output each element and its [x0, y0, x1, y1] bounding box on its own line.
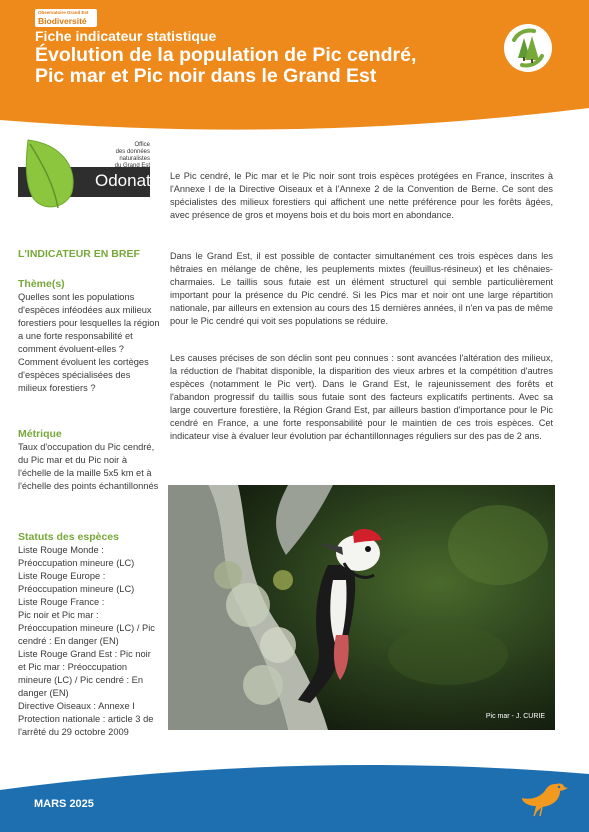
status-heading: Statuts des espèces: [18, 531, 119, 543]
status-line: Protection nationale : article 3 de: [18, 714, 154, 724]
office-line-3: naturalistes: [119, 156, 150, 162]
intro-paragraph: Le Pic cendré, le Pic mar et le Pic noir sont trois espèces protégées en France, inscrites à l'Annexe I de la Directive Oiseaux et à l'Annexe 2 de la Convention de Berne. Ce sont des spécialistes des milieux forestiers qui affichent une nette préférence pour les forêts âgées, avec présence de gros et moyens bois et du bois mort en abondance.: [170, 171, 553, 220]
forest-logo-icon: [504, 24, 552, 72]
status-line: l'arrêté du 29 octobre 2009: [18, 727, 129, 737]
status-line: Liste Rouge France :: [18, 597, 105, 607]
sheet-kicker: Fiche indicateur statistique: [35, 28, 217, 44]
status-line: Liste Rouge Monde :: [18, 545, 104, 555]
office-line-1: Office: [134, 142, 150, 148]
status-line: danger (EN): [18, 688, 69, 698]
title-line-2: Pic mar et Pic noir dans le Grand Est: [35, 65, 377, 87]
header-banner: [0, 0, 589, 104]
photo-credit: Pic mar - J. CURIE: [485, 713, 545, 720]
status-line: Préoccupation mineure (LC): [18, 584, 135, 594]
header-wave-shape: [0, 96, 589, 136]
theme-text: Quelles sont les populations d'espèces inféodées aux milieux forestiers pour lesquelles la région a une forte responsabilité et comment évoluent-elles ? Comment évoluent les cortèges d'espèces spécialisées des milieux forestiers ?: [18, 292, 160, 393]
woodpecker-photo: [168, 485, 555, 730]
status-line: Préoccupation mineure (LC) / Pic: [18, 623, 155, 633]
status-line: Liste Rouge Grand Est : Pic noir: [18, 649, 151, 659]
status-line: Liste Rouge Europe :: [18, 571, 106, 581]
office-line-2: des données: [115, 149, 150, 155]
metric-text: Taux d'occupation du Pic cendré, du Pic mar et du Pic noir à l'échelle de la maille 5x5 km et à l'échelle des points échantillonnés: [18, 442, 159, 491]
office-text: [115, 142, 150, 170]
decline-paragraph: Les causes précises de son déclin sont peu connues : sont avancées l'altération des milieux, la réduction de l'habitat disponible, la disparition des vieux arbres et la compétition d'autres espèces (notamment le Pic vert). Dans le Grand Est, le rajeunissement des forêts et l'abandon progressif du taillis sous futaie sont des facteurs explicatifs pertinents. Avec sa large couverture forestière, la Région Grand Est, par ailleurs bastion d'importance pour le Pic cendré en France, a une forte responsabilité pour le maintien de ces trois espèces. Cet indicateur vise à évaluer leur évolution par échantillonnages réguliers sur des pas de 2 ans.: [170, 353, 553, 441]
status-line: mineure (LC) / Pic cendré : En: [18, 675, 144, 685]
metric-heading: Métrique: [18, 428, 62, 440]
observatoire-logo: [35, 9, 97, 27]
status-line: cendré : En danger (EN): [18, 636, 119, 646]
page-title: [35, 45, 416, 87]
status-line: et Pic mar : Préoccupation: [18, 662, 128, 672]
odonat-logo: [18, 140, 150, 202]
status-line: Directive Oiseaux : Annexe I: [18, 701, 135, 711]
habitat-paragraph: Dans le Grand Est, il est possible de contacter simultanément ces trois espèces dans les hêtraies en mélange de chêne, les peuplements mixtes (feuillus-résineux) et les chênaies-charmaies. Le taillis sous futaie est un élément structurel qui semble particulièrement important pour la présence du Pic cendré. Si les Pics mar et noir ont une large répartition nationale, par ailleurs en extension au cours des 15 dernières années, il n'en va pas de même pour le Pic cendré qui voit ses populations se réduire.: [170, 251, 553, 326]
status-line: Pic noir et Pic mar :: [18, 610, 99, 620]
status-line: Préoccupation mineure (LC): [18, 558, 135, 568]
logo-big-text: Biodiversité: [38, 16, 87, 26]
sidebar-heading: L'INDICATEUR EN BREF: [18, 248, 140, 260]
office-line-4: du Grand Est: [114, 163, 150, 169]
publication-date: MARS 2025: [34, 798, 94, 810]
theme-heading: Thème(s): [18, 278, 65, 290]
leaf-icon: [20, 136, 80, 216]
title-line-1: Évolution de la population de Pic cendré,: [35, 44, 417, 66]
bird-icon: [520, 774, 568, 818]
status-list: [18, 544, 160, 739]
logo-small-text: Observatoire Grand Est: [38, 10, 89, 15]
footer-wave: [0, 760, 589, 832]
odonat-name: Odonat: [95, 171, 151, 190]
